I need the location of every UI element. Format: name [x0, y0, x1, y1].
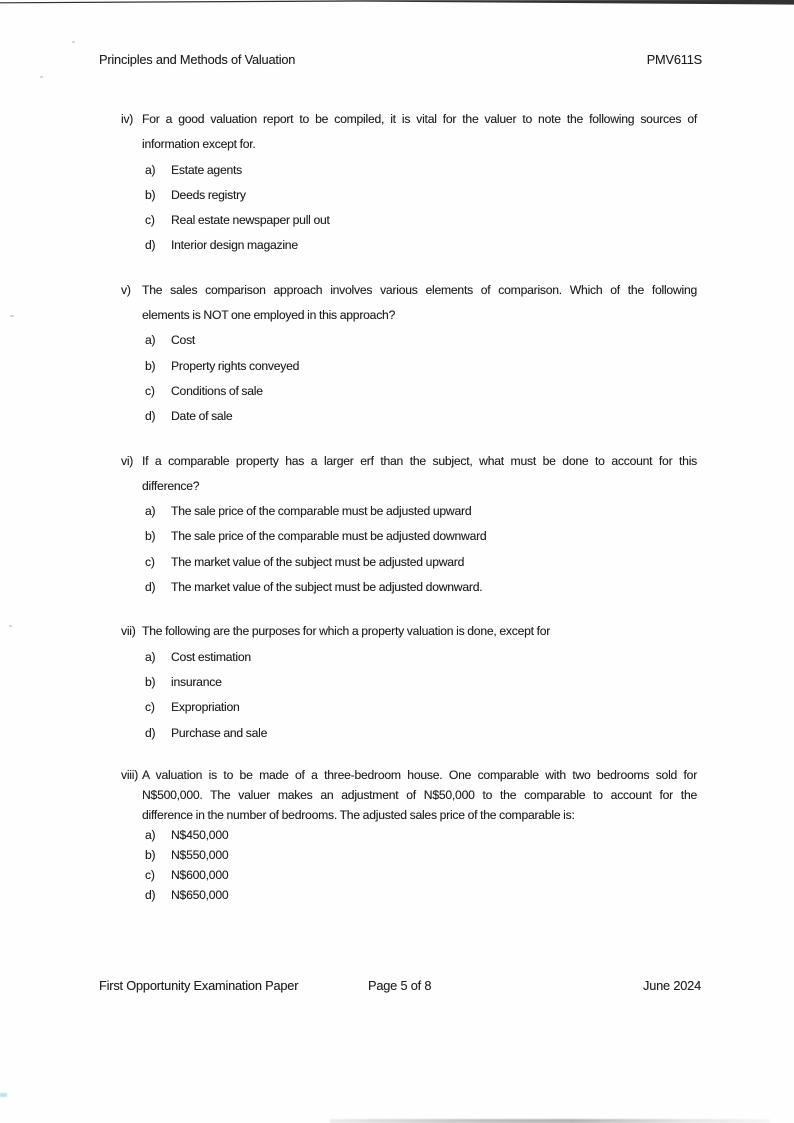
- option-letter: a): [145, 504, 156, 519]
- option-letter: a): [145, 827, 156, 842]
- option-letter: c): [145, 554, 155, 569]
- question-text-line: difference in the number of bedrooms. The adjusted sales price of the comparable is:: [142, 807, 575, 822]
- option-row: [142, 183, 697, 208]
- question-body: [142, 278, 697, 430]
- option-row: [142, 695, 697, 720]
- option-letter: b): [145, 358, 156, 373]
- option-text: N$450,000: [171, 827, 229, 842]
- question-block-v: [121, 278, 697, 430]
- option-letter: d): [145, 238, 156, 253]
- option-letter: b): [145, 529, 156, 544]
- question-block-vii: [121, 619, 697, 745]
- option-letter: c): [145, 213, 155, 228]
- option-row: [142, 354, 697, 379]
- option-row: [142, 208, 697, 233]
- question-block-iv: [121, 107, 697, 259]
- question-number: vi): [121, 453, 134, 468]
- option-row: [142, 233, 697, 258]
- option-text: Conditions of sale: [171, 383, 263, 398]
- option-text: N$600,000: [171, 867, 229, 882]
- option-row: [142, 865, 697, 885]
- option-text: insurance: [171, 674, 222, 689]
- option-letter: a): [145, 649, 156, 664]
- option-row: [142, 328, 697, 353]
- option-text: N$650,000: [171, 887, 229, 902]
- option-letter: b): [145, 187, 156, 202]
- option-letter: a): [145, 162, 156, 177]
- scan-speck-artifact: [40, 76, 43, 78]
- question-number: v): [121, 282, 131, 297]
- footer-paper-name: First Opportunity Examination Paper: [99, 978, 299, 993]
- question-text-line: The following are the purposes for which a property valuation is done, except for: [142, 624, 551, 639]
- option-text: Cost: [171, 333, 196, 348]
- question-text-line: For a good valuation report to be compiled, it is vital for the valuer to note the following sources of: [142, 112, 697, 126]
- option-row: [142, 158, 697, 183]
- question-text-line: If a comparable property has a larger erf than the subject, what must be done to account for this: [142, 453, 697, 468]
- question-text-line: elements is NOT one employed in this approach?: [142, 308, 396, 323]
- footer-page-number: Page 5 of 8: [368, 978, 432, 993]
- option-text: N$550,000: [171, 847, 229, 862]
- option-letter: c): [145, 383, 155, 398]
- option-text: Date of sale: [171, 409, 233, 424]
- question-body: [142, 619, 697, 745]
- page-header: [99, 52, 702, 67]
- option-row: [142, 404, 697, 429]
- option-text: Cost estimation: [171, 649, 251, 664]
- option-text: The market value of the subject must be adjusted upward: [171, 554, 465, 569]
- option-letter: d): [145, 409, 156, 424]
- option-text: The sale price of the comparable must be adjusted downward: [171, 529, 487, 544]
- option-row: [142, 670, 697, 695]
- scan-speck-artifact: [0, 1093, 7, 1097]
- option-row: [142, 645, 697, 670]
- question-text-line: information except for.: [142, 137, 256, 152]
- scan-speck-artifact: [10, 315, 14, 317]
- option-text: Real estate newspaper pull out: [171, 213, 330, 228]
- scan-speck-artifact: [72, 41, 75, 43]
- scan-speck-artifact: [9, 625, 12, 627]
- scan-smudge-artifact: [330, 1119, 770, 1123]
- scan-edge-artifact: [0, 0, 794, 6]
- option-letter: c): [145, 700, 155, 715]
- option-row: [142, 379, 697, 404]
- option-row: [142, 499, 697, 524]
- question-number: iv): [121, 112, 134, 126]
- question-number: viii): [121, 767, 139, 782]
- option-letter: b): [145, 847, 156, 862]
- document-title: Principles and Methods of Valuation: [99, 52, 296, 67]
- question-body: [142, 449, 697, 601]
- option-row: [142, 524, 697, 549]
- question-text-line: The sales comparison approach involves various elements of comparison. Which of the following: [142, 282, 697, 297]
- option-row: [142, 575, 697, 600]
- option-row: [142, 825, 697, 845]
- option-letter: d): [145, 725, 156, 740]
- option-row: [142, 721, 697, 746]
- footer-date: June 2024: [643, 978, 701, 993]
- option-letter: a): [145, 333, 156, 348]
- questions: [121, 107, 697, 924]
- option-text: Purchase and sale: [171, 725, 268, 740]
- option-text: Deeds registry: [171, 187, 246, 202]
- question-block-viii: [121, 765, 697, 905]
- question-block-vi: [121, 449, 697, 601]
- option-text: Interior design magazine: [171, 238, 298, 253]
- option-text: The market value of the subject must be adjusted downward.: [171, 580, 483, 595]
- option-text: Estate agents: [171, 162, 242, 177]
- question-number: vii): [121, 624, 136, 639]
- option-row: [142, 885, 697, 905]
- option-text: The sale price of the comparable must be adjusted upward: [171, 504, 472, 519]
- option-letter: d): [145, 887, 156, 902]
- option-text: Expropriation: [171, 700, 240, 715]
- question-text-line: difference?: [142, 478, 200, 493]
- option-text: Property rights conveyed: [171, 358, 300, 373]
- question-body: [142, 107, 697, 259]
- question-text-line: A valuation is to be made of a three-bedroom house. One comparable with two bedrooms sold for: [142, 767, 697, 782]
- option-letter: c): [145, 867, 155, 882]
- option-letter: b): [145, 674, 156, 689]
- option-row: [142, 550, 697, 575]
- option-letter: d): [145, 580, 156, 595]
- question-text-line: N$500,000. The valuer makes an adjustment of N$50,000 to the comparable to account for the: [142, 787, 697, 802]
- question-body: [142, 765, 697, 905]
- course-code: PMV611S: [646, 52, 702, 67]
- option-row: [142, 845, 697, 865]
